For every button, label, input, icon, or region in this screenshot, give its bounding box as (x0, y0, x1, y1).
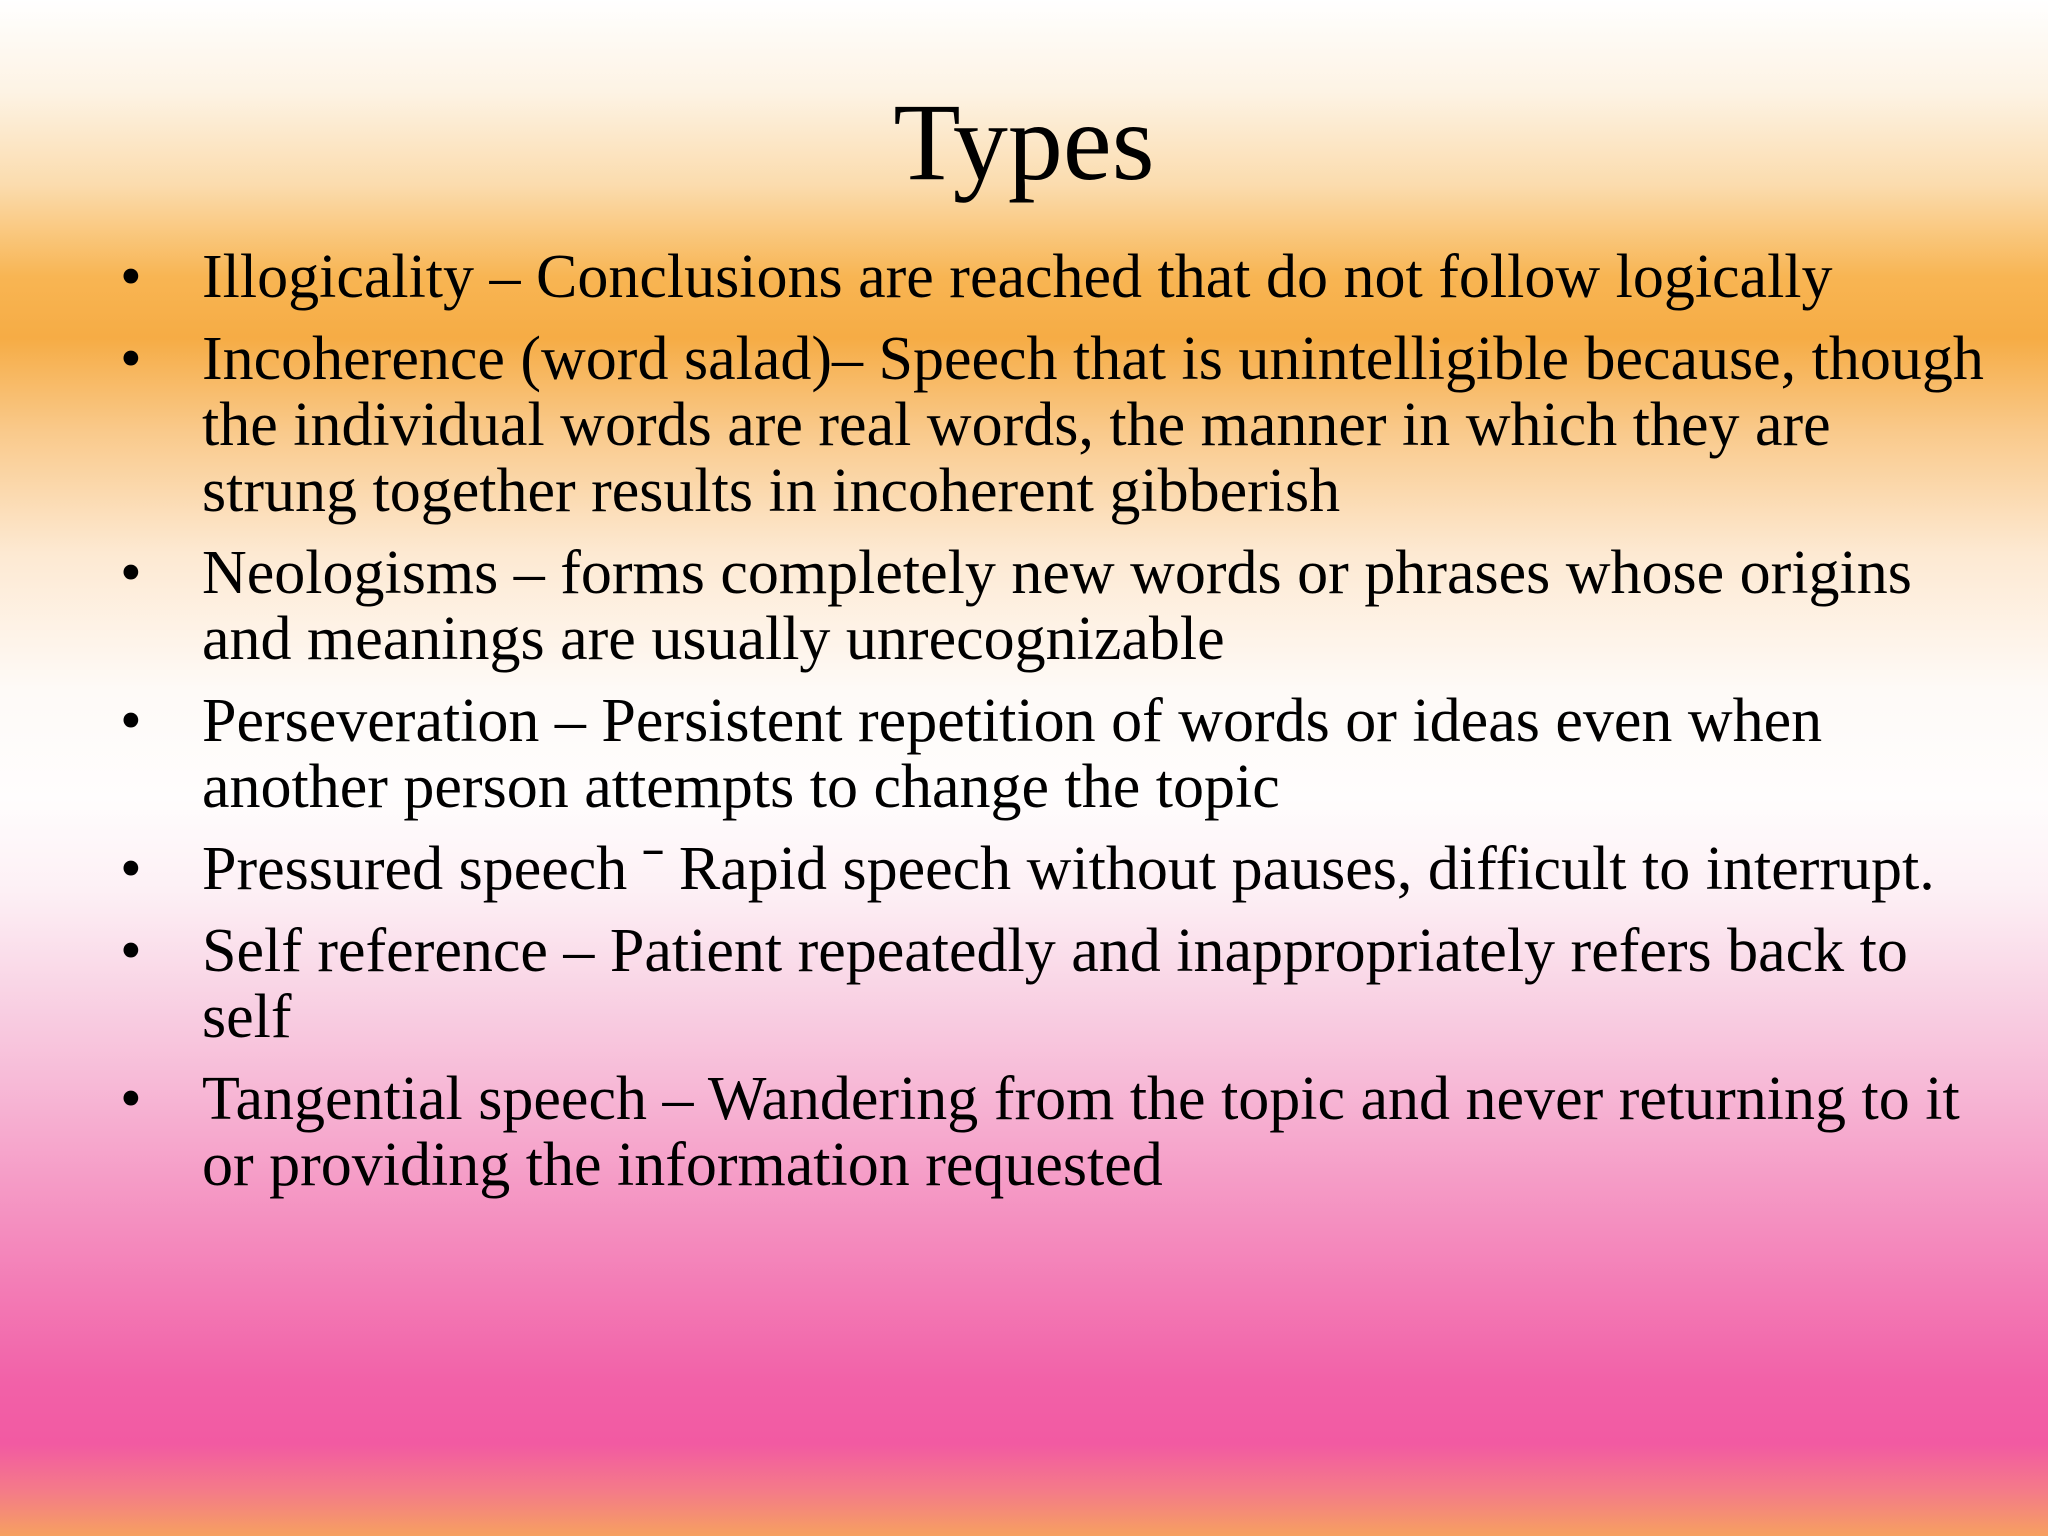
bullet-text: Illogicality – Conclusions are reached that do not follow logically (202, 243, 1833, 311)
bullet-dot-icon: • (120, 243, 142, 311)
bullet-dot-icon: • (120, 325, 142, 393)
slide-title: Types (893, 81, 1155, 203)
bullet-item-illogicality (120, 244, 2000, 310)
bullet-item-pressured-speech (120, 836, 2000, 902)
bullet-dot-icon: • (120, 917, 142, 985)
bullet-dot-icon: • (120, 835, 142, 903)
bullet-item-incoherence (120, 326, 2000, 524)
bullet-dot-icon: • (120, 1065, 142, 1133)
bullet-dot-icon: • (120, 687, 142, 755)
bullet-text: Perseveration – Persistent repetition of words or ideas even when another person attempts to change the topic (202, 687, 1823, 821)
bullet-item-neologisms (120, 540, 2000, 672)
bullet-text: Neologisms – forms completely new words or phrases whose origins and meanings are usually unrecognizable (202, 539, 1912, 673)
bullet-text: Tangential speech – Wandering from the topic and never returning to it or providing the information requested (202, 1065, 1960, 1199)
bullet-item-perseveration (120, 688, 2000, 820)
bullet-text: Self reference – Patient repeatedly and inappropriately refers back to self (202, 917, 1908, 1051)
bullet-list (120, 244, 2000, 1214)
bullet-text: Incoherence (word salad)– Speech that is unintelligible because, though the individual words are real words, the manner in which they are strung together results in incoherent gibberish (202, 325, 1984, 525)
bullet-dot-icon: • (120, 539, 142, 607)
bullet-text: Pressured speech ˉ Rapid speech without pauses, difficult to interrupt. (202, 835, 1935, 903)
bullet-item-tangential-speech (120, 1066, 2000, 1198)
bullet-item-self-reference (120, 918, 2000, 1050)
